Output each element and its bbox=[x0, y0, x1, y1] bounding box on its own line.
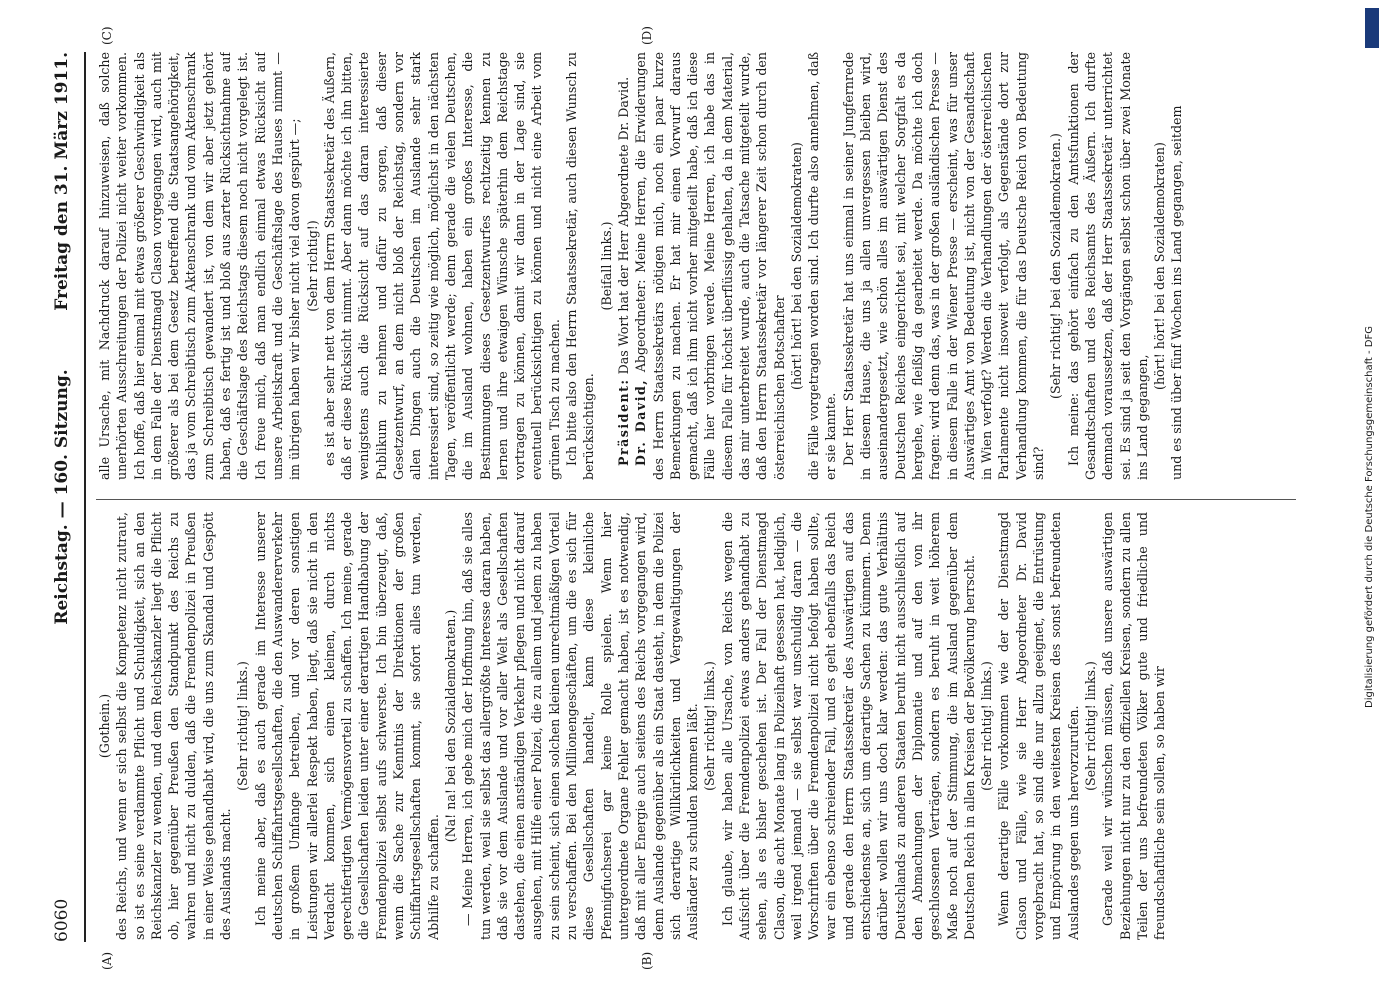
digitization-stamp bbox=[1364, 8, 1380, 1000]
president-label: Präsident: bbox=[615, 378, 631, 466]
interjection: (Sehr richtig! links.) bbox=[702, 661, 718, 791]
paragraph: Der Herr Staatssekretär hat uns einmal in seiner Jungfernrede in diesem Hause, die uns ja allen unvergessen bleiben wird, auseinandergesetzt, wie schön alles im auswärtigen Dienst des Deutschen Reiches eingerichtet sei, mit welcher Sorgfalt es da hergehe, wie fleißig da gearbeitet werde. Da möchte ich doch fragen: wird denn das, was in der großen ausländischen Presse — in diesem Falle in der Wiener Presse — erscheint, was für unser Auswärtiges Amt von Bedeutung ist, nicht von der Gesandtschaft in Wien verfolgt? Werden die Verhandlungen der österreichischen Parlamente nicht insoweit verfolgt, als Gegenstände dort zur Verhandlung kommen, die für das Deutsche Reich von Bedeutung sind? bbox=[840, 52, 1047, 480]
interjection: (Sehr richtig! bei den Sozialdemokraten.) bbox=[1048, 133, 1064, 399]
page-header bbox=[52, 52, 78, 942]
text-column-left bbox=[96, 512, 1296, 940]
paragraph: Gerade weil wir wünschen müssen, daß unsere auswärtigen Beziehungen nicht nur zu den offiziellen Kreisen, sondern zu allen Teilen der uns befreundeten Völker gute und friedliche und freundschaftliche sein sollen, so haben wir bbox=[1100, 512, 1168, 940]
paragraph: die Fälle vorgetragen worden sind. Ich durfte also annehmen, daß er sie kannte. bbox=[806, 52, 839, 480]
margin-mark-c: (C) bbox=[100, 26, 114, 45]
president-paragraph bbox=[615, 52, 632, 480]
digitization-credit: Digitalisierung gefördert durch die Deutsche Forschungsgemeinschaft - DFG bbox=[1364, 325, 1375, 708]
margin-mark-d: (D) bbox=[640, 26, 654, 45]
paragraph: Ich meine: das gehört einfach zu den Amtsfunktionen der Gesandtschaften und des Reichsamts des Äußern. Ich durfte demnach voraussetzen, daß der Herr Staatssekretär unterrichtet sei. Es sind ja seit den Vorgängen selbst schon über zwei Monate ins Land gegangen, bbox=[1065, 52, 1150, 480]
interjection: (Sehr richtig! links.) bbox=[1082, 661, 1098, 791]
margin-mark-a: (A) bbox=[100, 951, 114, 970]
margin-mark-b: (B) bbox=[640, 951, 654, 970]
interjection: (Na! na! bei den Sozialdemokraten.) bbox=[442, 609, 458, 843]
speaker-text: Abgeordneter: Meine Herren, die Erwiderungen des Herrn Staatssekretärs nötigen mich, noch ein paar kurze Bemerkungen zu machen. Er hat mir einen Vorwurf daraus gemacht, daß ich ihm nicht vorher mitgeteilt habe, daß ich diese Fälle hier vorbringen werde. Meine Herren, ich habe das in diesem Falle für höchst überflüssig gehalten, da in dem Material, das mir unterbreitet wurde, auch die Tatsache mitgeteilt wurde, daß den Herrn Staatssekretär vor längerer Zeit schon durch den österreichischen Botschafter bbox=[633, 52, 787, 480]
paragraph: Ich bitte also den Herrn Staatssekretär, auch diesen Wunsch zu berücksichtigen. bbox=[564, 52, 597, 480]
interjection: (Beifall links.) bbox=[598, 221, 614, 311]
president-text: Das Wort hat der Herr Abgeordnete Dr. David. bbox=[615, 76, 631, 375]
interjection: (Sehr richtig! links.) bbox=[235, 661, 251, 791]
paragraph: und es sind über fünf Wochen ins Land gegangen, seitdem bbox=[1169, 105, 1185, 480]
interjection: (hört! hört! bei den Sozialdemokraten) bbox=[788, 142, 804, 390]
page-date: Freitag den 31. März 1911. bbox=[52, 52, 72, 311]
speaker-note: (Gothein.) bbox=[97, 693, 112, 759]
david-paragraph bbox=[632, 52, 788, 480]
speaker-label: Dr. David, bbox=[633, 378, 649, 466]
interjection: (hört! hört! bei den Sozialdemokraten) bbox=[1152, 142, 1168, 390]
text-column-right bbox=[96, 52, 1296, 480]
paragraph: des Reichs, und wenn er sich selbst die Kompetenz nicht zutraut, so ist es seine verdammte Pflicht und Schuldigkeit, sich an den Reichskanzler zu wenden, und dem Reichskanzler liegt die Pflicht ob, hier gegenüber Preußen den Standpunkt des Reichs zu wahren und nicht zu dulden, daß die Fremdenpolizei in Preußen in einer Weise gehandhabt wird, die uns zum Skandal und Gespött des Auslands macht. bbox=[114, 512, 234, 940]
interjection: (Sehr richtig!) bbox=[304, 220, 320, 312]
page-title: Reichstag. — 160. Sitzung. bbox=[52, 369, 72, 625]
paragraph: Wenn derartige Fälle vorkommen wie der der Dienstmagd Clason und Fälle, wie sie Herr Abgeordneter Dr. David vorgebracht hat, so sind die nur allzu geeignet, die Entrüstung und Empörung in den weitesten Kreisen des sonst befreundeten Auslandes gegen uns hervorzurufen. bbox=[996, 512, 1081, 940]
interjection: (Sehr richtig! links.) bbox=[979, 661, 995, 791]
paragraph: es ist aber sehr nett von dem Herrn Staatssekretär des Äußern, daß er diese Rücksicht nimmt. Aber dann möchte ich ihn bitten, wenigstens auch die Rücksicht auf das daran interessierte Publikum zu nehmen und dafür zu sorgen, daß dieser Gesetzentwurf, an dem nicht bloß der Reichstag, sondern vor allen Dingen auch die Deutschen im Auslande sehr stark interessiert sind, so zeitig wie möglich, möglichst in den nächsten Tagen, veröffentlicht werde; denn gerade die vielen Deutschen, die im Ausland wohnen, haben ein großes Interesse, die Bestimmungen dieses Gesetzentwurfes rechtzeitig kennen zu lernen und ihre etwaigen Wünsche späterhin dem Reichstage vortragen zu können, damit wir dann in der Lage sind, sie eventuell berücksichtigen zu können und nicht eine Arbeit vom grünen Tisch zu machen. bbox=[321, 52, 562, 480]
paragraph: Ich glaube, wir haben alle Ursache, von Reichs wegen die Aufsicht über die Fremdenpolizei etwas anders gehandhabt zu sehen, als es bisher geschehen ist. Der Fall der Dienstmagd Clason, die acht Monate lang in Polizeihaft gesessen hat, lediglich, weil irgend jemand — sie selbst war unschuldig daran — die Vorschriften über die Fremdenpolizei nicht befolgt haben sollte, war ein ebenso schreiender Fall, und es geht ebenfalls das Reich und gerade den Herrn Staatssekretär des Auswärtigen auf das entschiedenste an, sich um derartige Sachen zu kümmern. Denn darüber wollen wir uns doch klar werden: das gute Verhältnis Deutschlands zu anderen Staaten beruht nicht ausschließlich auf den Abmachungen der Diplomatie und auf den von ihr geschlossenen Verträgen, sondern es beruht in weit höherem Maße noch auf der Stimmung, die im Ausland gegenüber dem Deutschen Reich in allen Kreisen der Bevölkerung herrscht. bbox=[719, 512, 977, 940]
column-divider bbox=[96, 499, 1296, 500]
page-number: 6060 bbox=[52, 898, 72, 942]
header-rule bbox=[84, 52, 86, 942]
paragraph: — Meine Herren, ich gebe mich der Hoffnung hin, daß sie alles tun werden, weil sie selbst das allergrößte Interesse daran haben, daß sie vor dem Auslande und vor aller Welt als Gesellschaften dastehen, die einen anständigen Verkehr pflegen und nicht darauf ausgehen, mit Hilfe einer Polizei, die zu allem und jedem zu haben zu sein scheint, sich einen solchen kleinen unrechtmäßigen Vorteil zu verschaffen. Bei den Millionengeschäften, um die es sich für diese Gesellschaften handelt, kann diese kleinliche Pfennigfuchserei gar keine Rolle spielen. Wenn hier untergeordnete Organe Fehler gemacht haben, ist es notwendig, daß mit aller Energie auch seitens des Reichs vorgegangen wird, denn Auslande gegenüber als ein Staat dasteht, in dem die Polizei sich derartige Willkürlichkeiten und Vergewaltigungen der Ausländer zu schulden kommen läßt. bbox=[460, 512, 701, 940]
paragraph: alle Ursache, mit Nachdruck darauf hinzuweisen, daß solche unerhörten Ausschreitungen der Polizei nicht weiter vorkommen. Ich hoffe, daß hier einmal mit etwas größerer Geschwindigkeit als in dem Falle der Dienstmagd Clason vorgegangen wird, auch mit größerer als bei dem Gesetz betreffend die Staatsangehörigkeit, das ja vom Schreibtisch zum Aktenschrank und vom Aktenschrank zum Schreibtisch gewandert ist, von dem wir aber jetzt gehört haben, daß es fertig ist und bloß aus zarter Rücksichtnahme auf die Geschäftslage des Reichstags diesem noch nicht vorgelegt ist. Ich freue mich, daß man endlich einmal etwas Rücksicht auf unsere Arbeitskraft und die Geschäftslage des Hauses nimmt — im übrigen haben wir bisher nicht viel davon gespürt —; bbox=[97, 52, 303, 480]
paragraph: Ich meine aber, daß es auch gerade im Interesse unserer deutschen Schiffahrtsgesellschaften, die den Auswandererverkehr in großem Umfange betreiben, und vor deren sonstigen Leistungen wir allerlei Respekt haben, liegt, daß sie nicht in den Verdacht kommen, sich einen kleinen, durch nichts gerechtfertigten Vermögensvorteil zu schaffen. Ich meine, gerade die Gesellschaften leiden unter einer derartigen Handhabung der Fremdenpolizei selbst aufs schwerste. Ich bin überzeugt, daß, wenn die Sache zur Kenntnis der Direktionen der großen Schiffahrtsgesellschaften kommt, sie sofort alles tun werden, Abhilfe zu schaffen. bbox=[252, 512, 441, 940]
